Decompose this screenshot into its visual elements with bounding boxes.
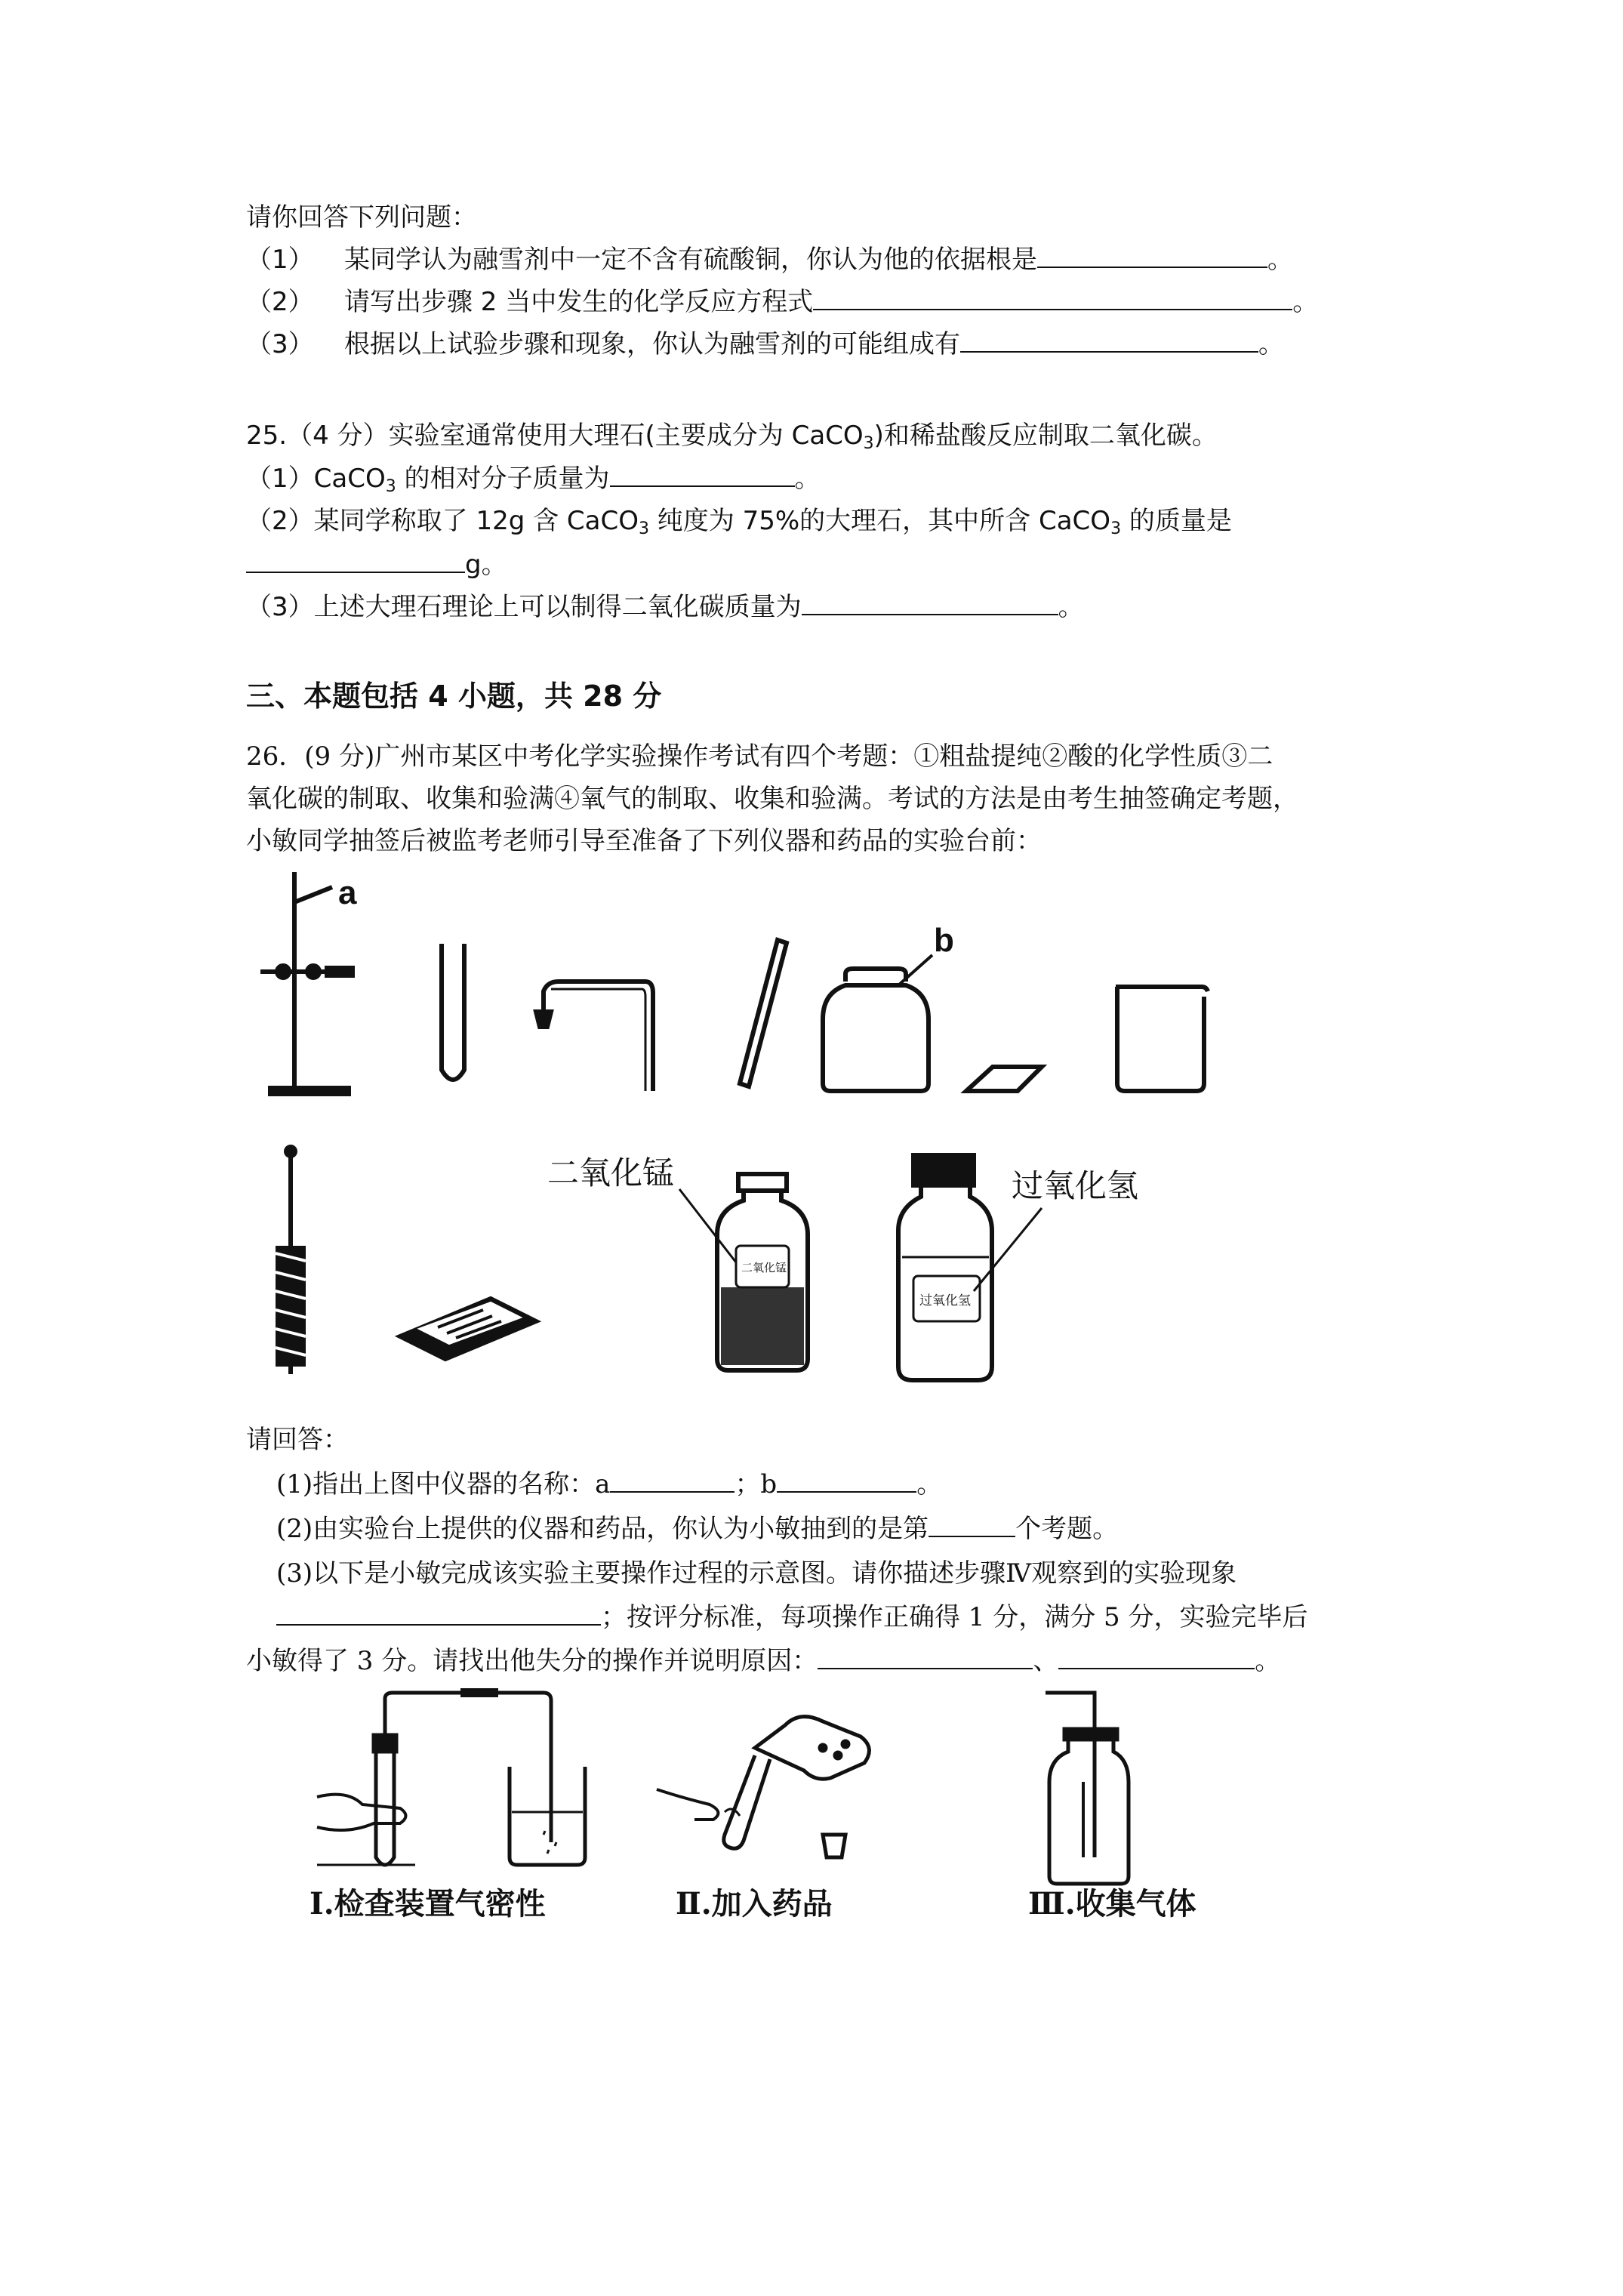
q26-stem-line-1: 26．(9 分)广州市某区中考化学实验操作考试有四个考题：①粗盐提纯②酸的化学性质③二	[246, 741, 1273, 772]
subscript: 3	[1110, 519, 1122, 538]
beaker-icon	[1116, 987, 1208, 1091]
item-end: 。	[1292, 287, 1319, 317]
answer-blank[interactable]	[246, 549, 465, 573]
q26-sub-1	[276, 1468, 942, 1501]
sub-end: 。	[1255, 1646, 1281, 1676]
item-number: （2）	[246, 287, 314, 317]
q26-sub-3: (3)以下是小敏完成该实验主要操作过程的示意图。请你描述步骤Ⅳ观察到的实验现象	[276, 1558, 1237, 1589]
answer-blank[interactable]	[929, 1513, 1015, 1537]
subscript: 3	[385, 477, 396, 496]
item-text: 某同学认为融雪剂中一定不含有硫酸铜，你认为他的依据根是	[344, 245, 1037, 275]
glass-rod-icon	[740, 940, 787, 1086]
test-tube-brush-icon	[276, 1147, 306, 1374]
q26-stem-line-2: 氧化碳的制取、收集和验满④氧气的制取、收集和验满。考试的方法是由考生抽签确定考题，	[246, 784, 1298, 814]
q25-part-1	[246, 462, 821, 495]
apparatus-figure-row-2	[249, 1140, 1306, 1389]
q25-part-3	[246, 590, 1084, 624]
answer-blank[interactable]	[610, 463, 795, 487]
answer-prompt: 请回答：	[246, 1425, 349, 1455]
answer-blank-b[interactable]	[777, 1469, 916, 1493]
add-reagent-icon	[657, 1717, 869, 1857]
answer-blank-a[interactable]	[818, 1645, 1033, 1669]
sub-end: 。	[916, 1469, 943, 1499]
item-number: （1）	[246, 245, 314, 275]
apparatus-figure-row-1	[249, 864, 1306, 1106]
q25-stem	[246, 419, 1218, 452]
q24-item-3	[246, 328, 1284, 361]
matchbox-icon	[400, 1299, 536, 1359]
q25-part-2	[246, 504, 1232, 538]
label-b: b	[934, 922, 954, 959]
part-text-a: （1）CaCO	[246, 464, 386, 494]
answer-blank-a[interactable]	[610, 1469, 735, 1493]
q26-stem-line-3: 小敏同学抽签后被监考老师引导至准备了下列仪器和药品的实验台前：	[246, 826, 1042, 856]
sub-sep: 、	[1033, 1646, 1059, 1676]
item-text: 请写出步骤 2 当中发生的化学反应方程式	[344, 287, 814, 317]
procedure-figure	[302, 1684, 1298, 1933]
stem-text-b: )和稀盐酸反应制取二氧化碳。	[873, 421, 1218, 451]
collect-gas-icon	[1046, 1693, 1129, 1884]
test-tube-icon	[442, 944, 464, 1080]
subscript: 3	[863, 434, 874, 453]
q24-item-1	[246, 243, 1293, 276]
q26-sub-2	[276, 1512, 1118, 1546]
q26-sub-3-cont-2	[246, 1644, 1280, 1678]
section-heading: 三、本题包括 4 小题，共 28 分	[246, 680, 662, 713]
sub-text-a: (1)指出上图中仪器的名称：a	[276, 1469, 611, 1499]
answer-blank[interactable]	[1037, 244, 1267, 268]
q24-intro: 请你回答下列问题：	[246, 202, 477, 233]
bottle-label-h2o2: 过氧化氢	[919, 1293, 971, 1308]
item-end: 。	[1258, 329, 1284, 359]
sub-text-b: 个考题。	[1015, 1514, 1119, 1544]
answer-blank[interactable]	[276, 1601, 601, 1626]
q26-sub-3-cont	[276, 1601, 1308, 1634]
label-a: a	[338, 874, 357, 911]
reagent-label-mno2: 二氧化锰	[547, 1155, 675, 1191]
q25-part-2-cont	[246, 548, 507, 581]
caption-3: Ⅲ.收集气体	[1028, 1886, 1196, 1922]
part-end: 。	[794, 464, 821, 494]
part-text-c: 的质量是	[1121, 506, 1232, 536]
glass-slide-icon	[966, 1067, 1042, 1091]
bottle-label-mno2: 二氧化锰	[741, 1262, 787, 1274]
answer-blank[interactable]	[960, 328, 1258, 353]
item-number: （3）	[246, 329, 314, 359]
caption-1: Ⅰ.检查装置气密性	[310, 1886, 546, 1922]
part-end: 。	[1058, 592, 1084, 622]
part-text-b: 纯度为 75%的大理石，其中所含 CaCO	[648, 506, 1111, 536]
q24-item-2	[246, 285, 1318, 319]
item-text: 根据以上试验步骤和现象，你认为融雪剂的可能组成有	[344, 329, 960, 359]
item-end: 。	[1267, 245, 1293, 275]
sub-text-c: 小敏得了 3 分。请找出他失分的操作并说明原因：	[246, 1646, 818, 1676]
stem-text-a: 25.（4 分）实验室通常使用大理石(主要成分为 CaCO	[246, 421, 864, 451]
sub-text-b: ；按评分标准，每项操作正确得 1 分，满分 5 分，实验完毕后	[601, 1602, 1308, 1632]
airtightness-check-icon	[317, 1693, 585, 1865]
part-text-b: 的相对分子质量为	[396, 464, 610, 494]
answer-blank[interactable]	[802, 591, 1058, 615]
reagent-label-h2o2: 过氧化氢	[1012, 1168, 1139, 1203]
answer-blank-b[interactable]	[1058, 1645, 1255, 1669]
caption-2: Ⅱ.加入药品	[676, 1886, 833, 1922]
delivery-tube-icon	[536, 982, 653, 1091]
subscript: 3	[638, 519, 649, 538]
sub-text-b: ；b	[735, 1469, 778, 1499]
part-unit: g。	[465, 550, 507, 580]
part-text-a: （2）某同学称取了 12g 含 CaCO	[246, 506, 639, 536]
part-text: （3）上述大理石理论上可以制得二氧化碳质量为	[246, 592, 802, 622]
answer-blank[interactable]	[813, 286, 1292, 310]
sub-text-a: (2)由实验台上提供的仪器和药品，你认为小敏抽到的是第	[276, 1514, 929, 1544]
gas-bottle-icon	[823, 955, 932, 1091]
